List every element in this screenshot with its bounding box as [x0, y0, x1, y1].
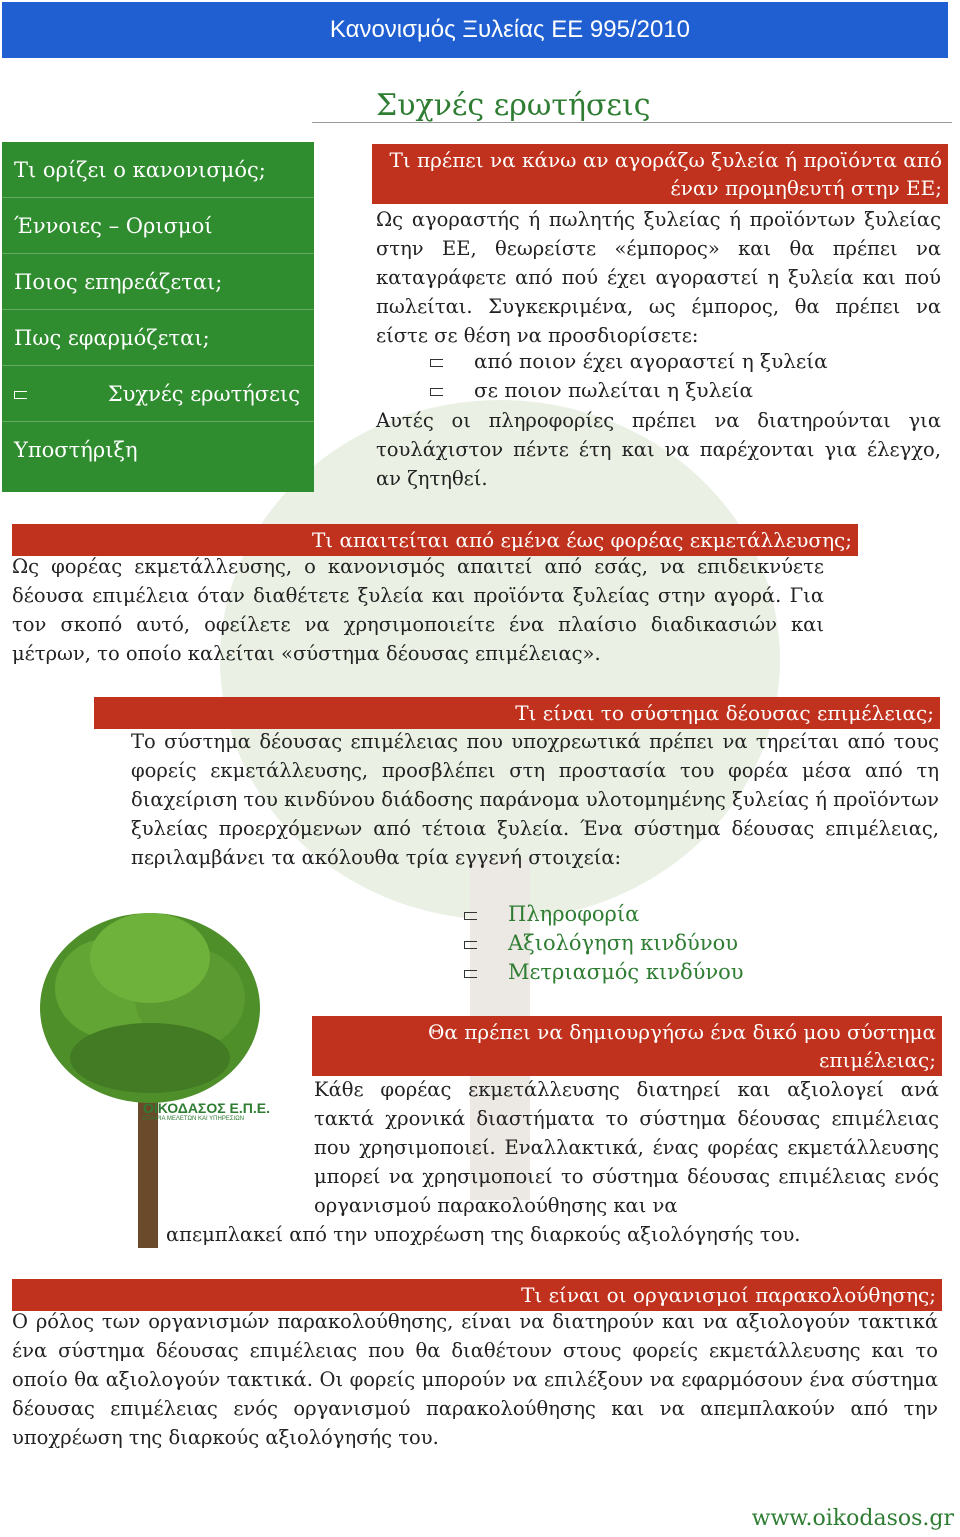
- sidebar-item-label: Έννοιες – Ορισμοί: [14, 213, 213, 238]
- list-item: [464, 900, 744, 929]
- question-heading: [94, 697, 940, 729]
- website-link[interactable]: www.oikodasos.gr: [751, 1506, 954, 1531]
- sidebar-item-who-affected[interactable]: [2, 254, 314, 310]
- sidebar-item-label: Ποιος επηρεάζεται;: [14, 269, 223, 294]
- question-heading-text: Τι πρέπει να κάνω αν αγοράζω ξυλεία ή προϊόντα από έναν προμηθευτή στην ΕΕ;: [389, 148, 942, 200]
- sidebar-item-support[interactable]: [2, 422, 314, 478]
- list-item: [464, 958, 744, 987]
- question-heading: [312, 1016, 942, 1076]
- sidebar-item-label: Τι ορίζει ο κανονισμός;: [14, 157, 266, 182]
- question-heading-text: Τι απαιτείται από εμένα έως φορέας εκμετάλλευσης;: [311, 528, 852, 552]
- banner-title: Κανονισμός Ξυλείας ΕΕ 995/2010: [329, 16, 690, 43]
- list-item-text: σε ποιον πωλείται η ξυλεία: [474, 378, 753, 402]
- answer-paragraph: Ως αγοραστής ή πωλητής ξυλείας ή προϊόντων ξυλείας στην ΕΕ, θεωρείστε «έμπορος» και θα πρέπει να καταγράφετε από πού έχει αγοραστεί η ξυλεία και πού πωλείται. Συγκεκριμένα, ως έμπορος, θα πρέπει να είστε σε θέση να προσδιορίσετε:: [376, 208, 941, 347]
- sidebar-item-definition[interactable]: [2, 142, 314, 198]
- list-item: [430, 347, 828, 376]
- answer-paragraph: Ο ρόλος των οργανισμών παρακολούθησης, είναι να διατηρούν και να αξιολογούν τακτικά ένα σύστημα δέουσας επιμέλειας που θα διαθέτουν στους φορείς εκμετάλλευσης και το οποίο θα αξιολογούν τακτικά. Οι φορείς μπορούν να επιλέξουν να εφαρμόσουν ένα σύστημα δέουσας επιμέλειας ενός οργανισμού παρακολούθησης και να απεμπλακούν από την υποχρέωση της διαρκούς αξιολόγησής του.: [12, 1310, 938, 1449]
- tree-image: [30, 908, 270, 1248]
- sidebar-item-concepts[interactable]: [2, 198, 314, 254]
- list-item-text: από ποιον έχει αγοραστεί η ξυλεία: [474, 349, 828, 373]
- sidebar-item-faq[interactable]: [2, 366, 314, 422]
- list-item-text: Μετριασμός κινδύνου: [508, 960, 744, 984]
- sidebar-item-label: Πως εφαρμόζεται;: [14, 325, 210, 350]
- page-title: Συχνές ερωτήσεις: [376, 88, 651, 123]
- bullet-list: [430, 347, 828, 405]
- sidebar-item-how-applied[interactable]: [2, 310, 314, 366]
- answer-paragraph: Ως φορέας εκμετάλλευσης, ο κανονισμός απαιτεί από εσάς, να επιδεικνύετε δέουσα επιμέλεια όταν διαθέτετε ξυλεία και προϊόντα ξυλείας στην αγορά. Για τον σκοπό αυτό, οφείλετε να χρησιμοποιείτε ένα πλαίσιο διαδικασιών και μέτρων, το οποίο καλείται «σύστημα δέουσας επιμέλειας».: [12, 555, 824, 665]
- answer-paragraph: Το σύστημα δέουσας επιμέλειας που υποχρεωτικά πρέπει να τηρείται από τους φορείς εκμετάλλευσης, προσβλέπει στη προστασία του φορέα μέσα από τη διαχείριση του κινδύνου διάδοσης παράνομα υλοτομημένης ξυλείας ή προϊόντων ξυλείας προερχόμενων από τέτοια ξυλεία. Ένα σύστημα δέουσας επιμέλειας, περιλαμβάνει τα ακόλουθα τρία εγγενή στοιχεία:: [131, 730, 939, 869]
- logo-subtitle: ΕΤΑΙΡΙΑ ΜΕΛΕΤΩΝ ΚΑΙ ΥΠΗΡΕΣΙΩΝ: [143, 1116, 245, 1122]
- company-logo: [143, 1100, 270, 1122]
- sidebar-item-label: Υποστήριξη: [14, 438, 138, 462]
- question-heading-text: Τι είναι το σύστημα δέουσας επιμέλειας;: [515, 701, 934, 725]
- sidebar-nav: [2, 142, 314, 492]
- list-item: [464, 929, 744, 958]
- list-item-text: Πληροφορία: [508, 902, 640, 926]
- answer-paragraph-continued: απεμπλακεί από την υποχρέωση της διαρκούς αξιολόγησής του.: [166, 1223, 801, 1246]
- question-heading: [372, 144, 948, 204]
- arrow-right-icon: [464, 966, 486, 980]
- answer-paragraph: Αυτές οι πληροφορίες πρέπει να διατηρούνται για τουλάχιστον πέντε έτη και να παρέχονται για έλεγχο, αν ζητηθεί.: [376, 409, 941, 490]
- list-item: [430, 376, 828, 405]
- arrow-right-icon: [14, 387, 36, 401]
- list-item-text: Αξιολόγηση κινδύνου: [508, 931, 738, 955]
- answer-paragraph: Κάθε φορέας εκμετάλλευσης διατηρεί και αξιολογεί ανά τακτά χρονικά διαστήματα το σύστημα δέουσας επιμέλειας που χρησιμοποιεί. Εναλλακτικά, ένας φορέας εκμετάλλευσης μπορεί να χρησιμοποιεί το σύστημα δέουσας επιμέλειας ενός οργανισμού παρακολούθησης και να: [314, 1078, 939, 1217]
- question-heading-text: Θα πρέπει να δημιουργήσω ένα δικό μου σύστημα επιμέλειας;: [427, 1020, 936, 1072]
- question-heading-text: Τι είναι οι οργανισμοί παρακολούθησης;: [521, 1283, 936, 1307]
- sidebar-item-label: Συχνές ερωτήσεις: [107, 381, 300, 406]
- title-divider: [312, 122, 952, 123]
- bullet-list: [464, 900, 744, 987]
- arrow-right-icon: [430, 384, 452, 398]
- arrow-right-icon: [430, 355, 452, 369]
- logo-name: ΟΙΚΟΔΑΣΟΣ Ε.Π.Ε.: [143, 1100, 270, 1116]
- header-banner: [2, 2, 948, 58]
- arrow-right-icon: [464, 937, 486, 951]
- arrow-right-icon: [464, 908, 486, 922]
